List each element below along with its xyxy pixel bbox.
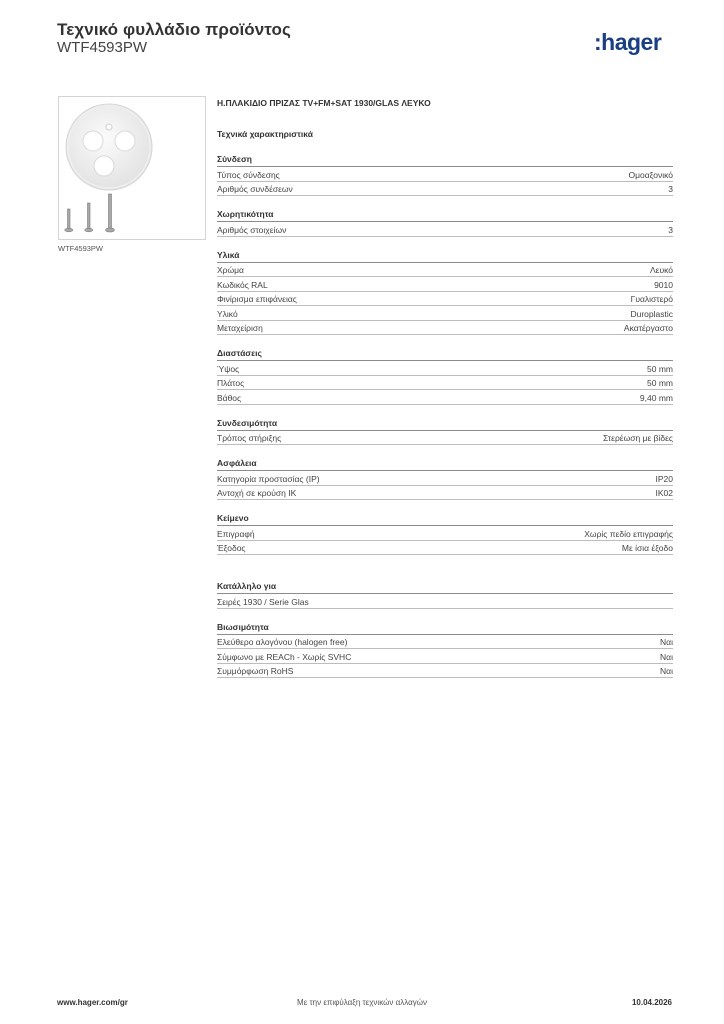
- spec-group-capacity: [217, 209, 673, 237]
- screw-1: [65, 209, 73, 232]
- spec-row: [217, 263, 673, 278]
- spec-row: [217, 664, 673, 679]
- group-title: Χωρητικότητα: [217, 209, 673, 222]
- spec-row: [217, 431, 673, 446]
- group-title: Σύνδεση: [217, 154, 673, 167]
- spec-group-connectivity: [217, 418, 673, 446]
- spec-label: Ελεύθερο αλογόνου (halogen free): [217, 637, 348, 647]
- spec-value: Ναι: [660, 651, 673, 662]
- spec-row: [217, 471, 673, 486]
- logo-text: hager: [601, 29, 662, 55]
- footer-date: 10.04.2026: [631, 998, 672, 1007]
- spec-content: [217, 98, 673, 678]
- spec-row: [217, 486, 673, 501]
- spec-value: Χωρίς πεδίο επιγραφής: [584, 528, 673, 539]
- spec-label: Χρώμα: [217, 265, 244, 275]
- spec-row: [217, 167, 673, 182]
- spec-value: 3: [668, 224, 673, 235]
- spec-label: Αριθμός στοιχείων: [217, 224, 287, 235]
- spec-label: Φινίρισμα επιφάνειας: [217, 294, 297, 304]
- spec-group-text: [217, 513, 673, 555]
- product-title: Η.ΠΛΑΚΙΔΙΟ ΠΡΙΖΑΣ TV+FM+SAT 1930/GLAS ΛΕΥΚΟ: [217, 98, 431, 108]
- cover-plate-illustration: [59, 97, 205, 239]
- screw-2: [85, 203, 93, 232]
- spec-label: Έξοδος: [217, 543, 246, 553]
- spec-group-connection: [217, 154, 673, 196]
- spec-value: Ακατέργαστο: [623, 323, 673, 333]
- spec-row: [217, 321, 673, 336]
- spec-group-safety: [217, 458, 673, 500]
- spec-value: Στερέωση με βίδες: [602, 433, 673, 443]
- spec-label: Αντοχή σε κρούση IK: [217, 488, 297, 498]
- spec-group-dimensions: [217, 348, 673, 405]
- spec-label: Βάθος: [217, 392, 242, 403]
- product-code: WTF4593PW: [57, 39, 148, 56]
- spec-value: 3: [668, 184, 673, 194]
- spec-label: Ύψος: [217, 363, 240, 374]
- spec-label: Σύμφωνο με REACh - Χωρίς SVHC: [217, 651, 352, 662]
- spec-label: Αριθμός συνδέσεων: [217, 184, 293, 194]
- spec-row: [217, 635, 673, 650]
- spec-label: Μεταχείριση: [217, 323, 263, 333]
- group-title: Συνδεσιμότητα: [217, 418, 673, 431]
- spec-row: [217, 306, 673, 321]
- spec-row: [217, 277, 673, 292]
- product-image: [58, 96, 206, 240]
- spec-value: 50 mm: [647, 378, 673, 388]
- spec-row: [217, 222, 673, 237]
- spec-row: [217, 649, 673, 664]
- group-title: Διαστάσεις: [217, 348, 673, 361]
- spec-value: 50 mm: [647, 363, 673, 374]
- spec-row: [217, 182, 673, 197]
- spec-label: Υλικό: [217, 308, 238, 319]
- spec-row: [217, 376, 673, 391]
- group-title: Κείμενο: [217, 513, 673, 526]
- spec-row: [217, 526, 673, 541]
- footer-website-link[interactable]: www.hager.com/gr: [57, 998, 128, 1007]
- screw-3: [106, 194, 115, 232]
- spec-value: Ναι: [660, 637, 673, 647]
- spec-group-suitable-for: [217, 581, 673, 609]
- spec-row: [217, 361, 673, 376]
- spec-value: IK02: [655, 488, 673, 498]
- group-title: Βιωσιμότητα: [217, 622, 673, 635]
- image-caption: WTF4593PW: [58, 244, 104, 253]
- spec-row: [217, 541, 673, 556]
- spec-label: Πλάτος: [217, 378, 245, 388]
- spec-value: Γυαλιστερό: [630, 294, 673, 304]
- group-title: Ασφάλεια: [217, 458, 673, 471]
- spec-value: 9010: [654, 279, 673, 290]
- document-title: Τεχνικό φυλλάδιο προϊόντος: [57, 20, 291, 39]
- spec-label: Τύπος σύνδεσης: [217, 169, 280, 180]
- spec-row: [217, 292, 673, 307]
- spec-label: Κωδικός RAL: [217, 279, 268, 290]
- spec-label: Συμμόρφωση RoHS: [217, 666, 294, 676]
- spec-value: Ομοαξονικό: [628, 169, 673, 180]
- spec-group-materials: [217, 250, 673, 336]
- footer-note: Με την επιφύλαξη τεχνικών αλλαγών: [297, 998, 427, 1007]
- spec-value: Ναι: [660, 666, 673, 676]
- spec-value: Λευκό: [650, 265, 673, 275]
- hager-logo: :hager: [594, 29, 662, 55]
- group-title: Υλικά: [217, 250, 673, 263]
- spec-label: Τρόπος στήριξης: [217, 433, 282, 443]
- spec-group-sustainability: [217, 622, 673, 679]
- spec-value: Με ίσια έξοδο: [621, 543, 673, 553]
- spec-row: [217, 594, 673, 609]
- spec-label: Κατηγορία προστασίας (IP): [217, 473, 320, 484]
- spec-label: Επιγραφή: [217, 528, 255, 539]
- spec-value: Duroplastic: [630, 308, 673, 319]
- section-heading: Τεχνικά χαρακτηριστικά: [217, 129, 313, 139]
- group-title: Κατάλληλο για: [217, 581, 673, 594]
- spec-value: 9,40 mm: [639, 392, 673, 403]
- spec-value: IP20: [655, 473, 673, 484]
- spec-row: [217, 390, 673, 405]
- spec-label: Σειρές 1930 / Serie Glas: [217, 596, 309, 607]
